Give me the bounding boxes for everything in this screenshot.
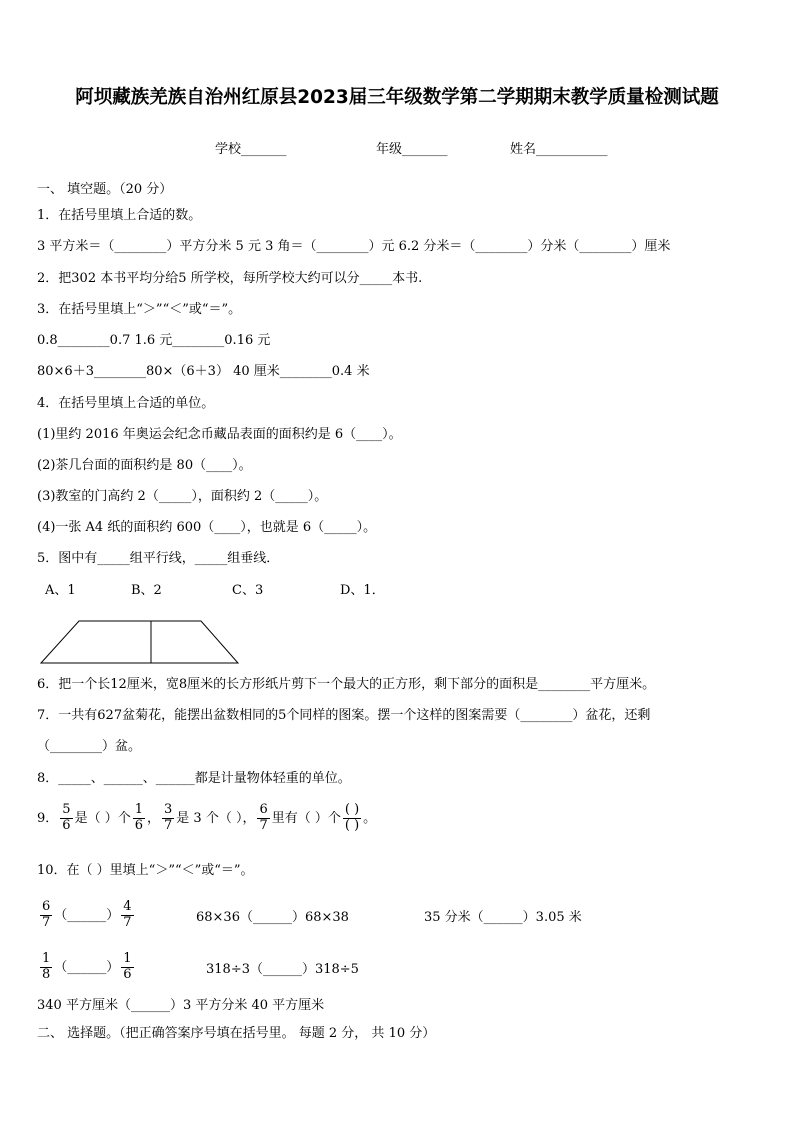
q10-a-blank: （______）	[54, 907, 120, 923]
school-field: 学校_______	[215, 142, 287, 157]
q10-item-f: 340 平方厘米（______）3 平方分米 40 平方厘米	[37, 998, 325, 1013]
q9-line	[37, 803, 376, 834]
q10-item-c: 35 分米（______）3.05 米	[424, 910, 582, 925]
q9-fraction-4: $\frac{6}{7}$	[259, 802, 268, 833]
q10-d-fraction-1: $\frac{1}{8}$	[42, 951, 51, 982]
q10-a-fraction-1: $\frac{6}{7}$	[42, 899, 51, 930]
q8-stem: 8．_____、______、______都是计量物体轻重的单位。	[37, 771, 351, 786]
q9-text-3: 是 3 个（ ），	[176, 810, 256, 826]
q9-fraction-3: $\frac{3}{7}$	[164, 802, 173, 833]
q9-text-4: 里有（ ）个	[271, 810, 341, 826]
q3-line1: 0.8________0.7 1.6 元________0.16 元	[37, 333, 271, 348]
q4-item-2: (2)茶几台面的面积约是 80（____）。	[37, 458, 252, 473]
q4-item-3: (3)教室的门高约 2（_____），面积约 2（_____）。	[37, 489, 328, 504]
q5-trapezoid-figure	[38, 617, 242, 667]
q1-stem: 1．在括号里填上合适的数。	[37, 208, 202, 223]
name-field: 姓名___________	[510, 142, 608, 157]
q9-fraction-2: $\frac{1}{6}$	[134, 802, 143, 833]
q7-line2: （________）盆。	[37, 739, 142, 754]
q9-text-5: 。	[363, 810, 377, 826]
q7-line1: 7．一共有627盆菊花，能摆出盆数相同的5个同样的图案。摆一个这样的图案需要（________）盆花，还剩	[37, 708, 651, 723]
section-1-header: 一、 填空题。（20 分）	[37, 182, 173, 197]
q10-item-a	[38, 900, 136, 931]
q9-num: 9．	[37, 810, 59, 826]
q5-option-d: D、1．	[340, 583, 385, 598]
section-2-header: 二、 选择题。（把正确答案序号填在括号里。 每题 2 分， 共 10 分）	[37, 1026, 436, 1041]
q10-item-e: 318÷3（______）318÷5	[206, 962, 359, 977]
q10-item-d	[38, 952, 136, 983]
q10-a-fraction-2: $\frac{4}{7}$	[123, 899, 132, 930]
q5-option-c: C、3	[232, 583, 264, 598]
q10-stem: 10．在（ ）里填上“＞”“＜”或“＝”。	[37, 863, 254, 878]
q5-option-a: A、1	[45, 583, 76, 598]
q10-d-blank: （______）	[54, 959, 120, 975]
q9-text-2: ，	[146, 810, 160, 826]
page-title: 阿坝藏族羌族自治州红原县2023届三年级数学第二学期期末教学质量检测试题	[75, 87, 719, 108]
grade-field: 年级_______	[376, 142, 448, 157]
q3-line2: 80×6＋3________80×（6＋3） 40 厘米________0.4 米	[37, 364, 370, 379]
q10-d-fraction-2: $\frac{1}{6}$	[123, 951, 132, 982]
q4-stem: 4．在括号里填上合适的单位。	[37, 396, 215, 411]
q6-stem: 6．把一个长12厘米，宽8厘米的长方形纸片剪下一个最大的正方形，剩下部分的面积是________平方厘米。	[37, 677, 656, 692]
q9-text-1: 是（ ）个	[74, 810, 131, 826]
q2-stem: 2．把302 本书平均分给5 所学校，每所学校大约可以分_____本书.	[37, 271, 423, 286]
q5-stem: 5．图中有_____组平行线，_____组垂线．	[37, 551, 280, 566]
q5-option-b: B、2	[131, 583, 162, 598]
q10-item-b: 68×36（______）68×38	[196, 910, 349, 925]
q9-blank-fraction: ( ) ( )	[344, 802, 360, 833]
q4-item-1: (1)里约 2016 年奥运会纪念币藏品表面的面积约是 6（____）。	[37, 427, 402, 442]
q3-stem: 3．在括号里填上“＞”“＜”或“＝”。	[37, 302, 242, 317]
q9-fraction-1: $\frac{5}{6}$	[62, 802, 71, 833]
q4-item-4: (4)一张 A4 纸的面积约 600（____），也就是 6（_____）。	[37, 520, 377, 535]
q1-line: 3 平方米＝（________）平方分米 5 元 3 角＝（________）元 6.2 分米＝（________）分米（________）厘米	[37, 239, 671, 254]
